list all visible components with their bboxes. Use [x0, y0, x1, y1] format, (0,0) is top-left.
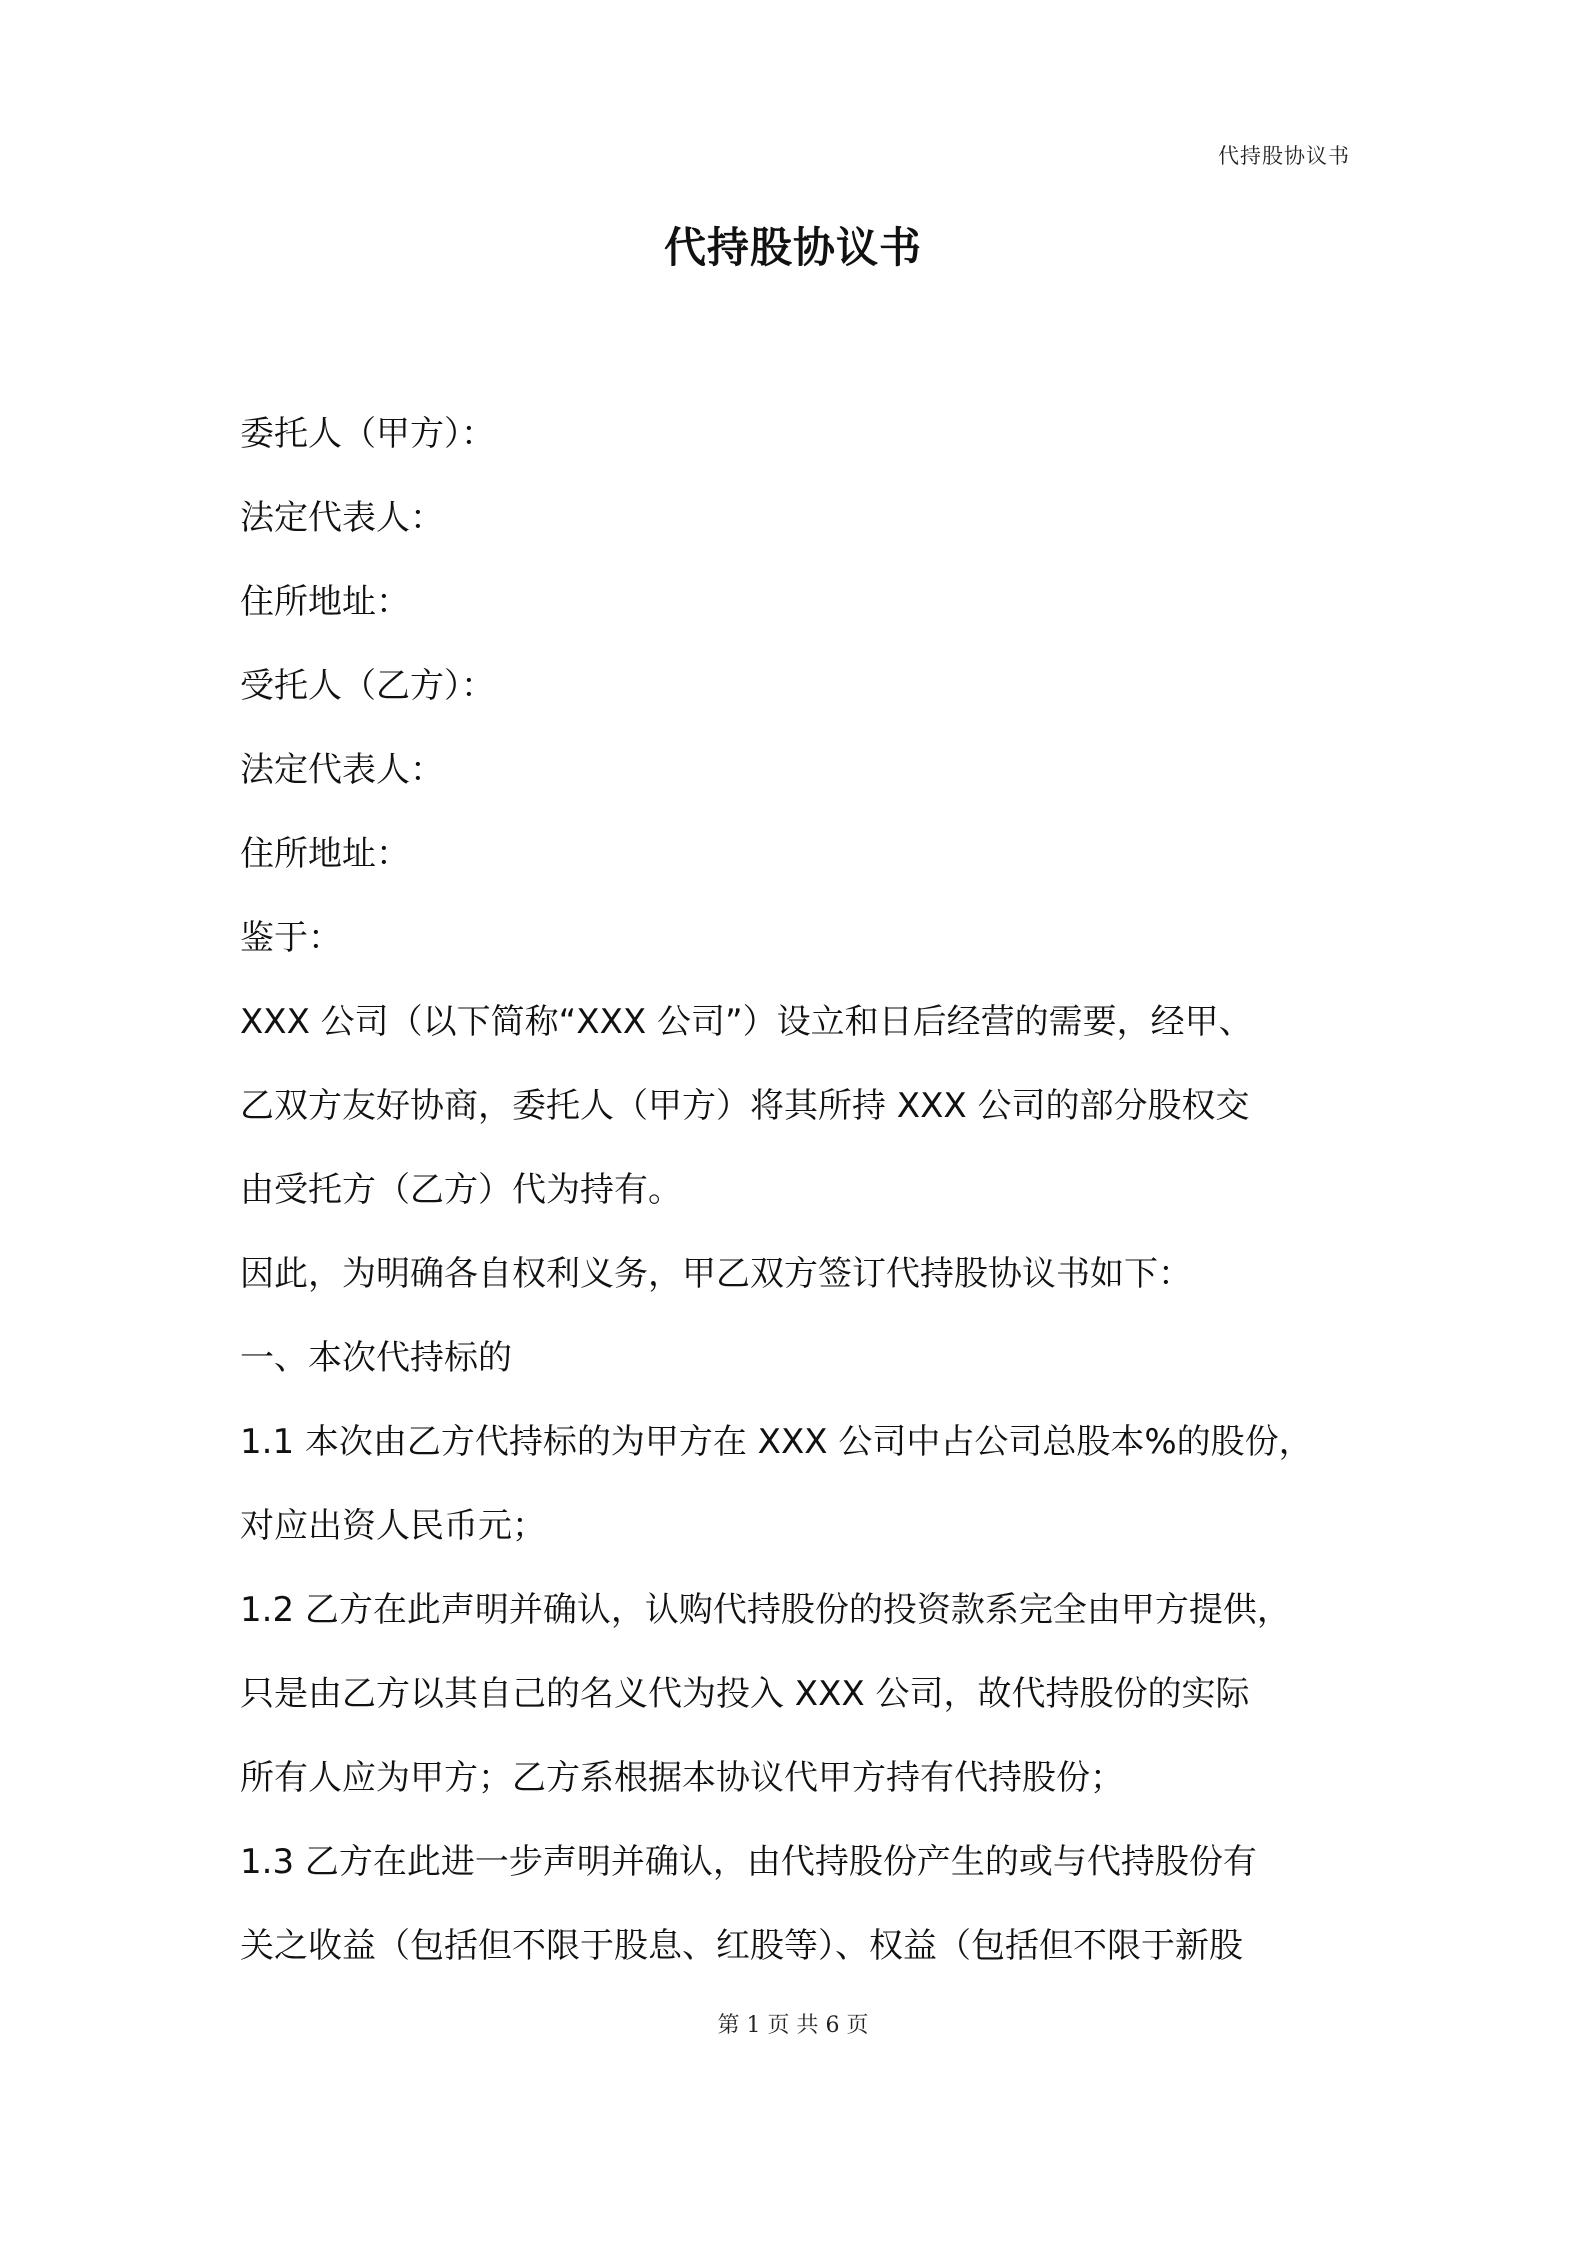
therefore-statement: 因此，为明确各自权利义务，甲乙双方签订代持股协议书如下：	[240, 1254, 1192, 1294]
recital-line: 乙双方友好协商，委托人（甲方）将其所持 XXX 公司的部分股权交	[240, 1086, 1250, 1126]
recital-line: 由受托方（乙方）代为持有。	[240, 1170, 682, 1210]
whereas-label: 鉴于：	[240, 918, 342, 958]
agent-label: 受托人（乙方）：	[240, 666, 495, 706]
clause-line: 只是由乙方以其自己的名义代为投入 XXX 公司，故代持股份的实际	[240, 1674, 1250, 1714]
agent-representative-label: 法定代表人：	[240, 750, 444, 790]
clause-line: 对应出资人民币元；	[240, 1506, 546, 1546]
page-number-footer: 第 1 页 共 6 页	[717, 2013, 869, 2038]
recital-line: XXX 公司（以下简称“XXX 公司”）设立和日后经营的需要，经甲、	[240, 1002, 1253, 1042]
clause-line: 1.2 乙方在此声明并确认，认购代持股份的投资款系完全由甲方提供，	[240, 1590, 1291, 1630]
principal-address-label: 住所地址：	[240, 582, 410, 622]
document-title: 代持股协议书	[663, 223, 922, 272]
principal-representative-label: 法定代表人：	[240, 498, 444, 538]
document-body	[240, 392, 1370, 1988]
clause-line: 1.3 乙方在此进一步声明并确认，由代持股份产生的或与代持股份有	[240, 1842, 1257, 1882]
clause-line: 关之收益（包括但不限于股息、红股等）、权益（包括但不限于新股	[240, 1926, 1243, 1966]
clause-line: 所有人应为甲方；乙方系根据本协议代甲方持有代持股份；	[240, 1758, 1124, 1798]
agent-address-label: 住所地址：	[240, 834, 410, 874]
section-heading: 一、本次代持标的	[240, 1338, 512, 1378]
clause-line: 1.1 本次由乙方代持标的为甲方在 XXX 公司中占公司总股本%的股份，	[240, 1422, 1313, 1462]
running-header: 代持股协议书	[1218, 144, 1350, 168]
principal-label: 委托人（甲方）：	[240, 414, 495, 454]
